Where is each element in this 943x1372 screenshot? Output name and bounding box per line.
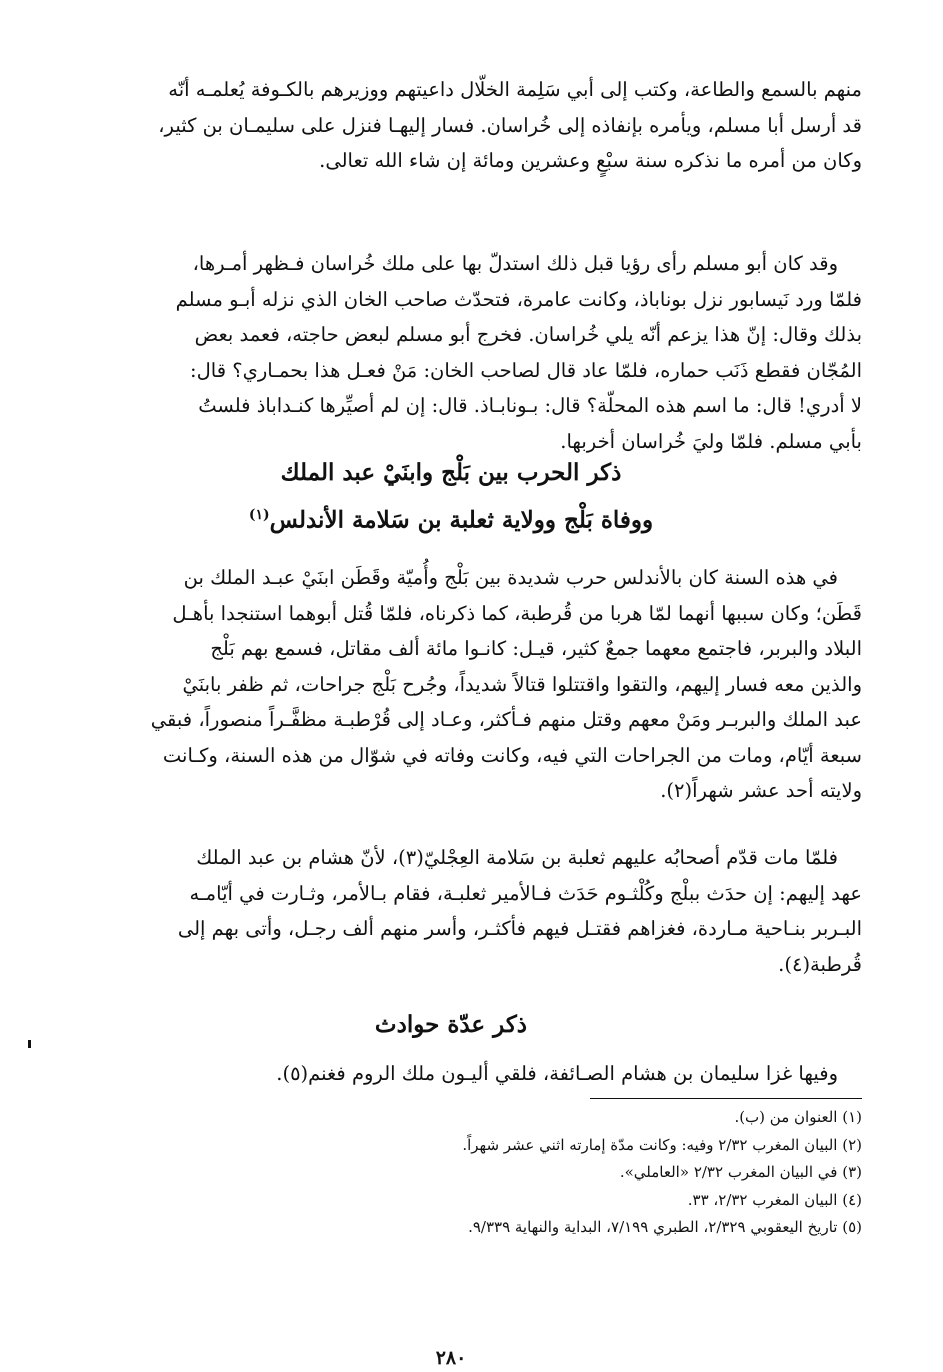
section-heading-1 <box>40 452 862 542</box>
text-line: عهد إليهم: إن حدَث ببلْج وكُلْثـوم حَدَث فـالأمير ثعلبـة، فقام بـالأمر، وثـارت في أيّامـه <box>189 881 862 905</box>
heading-line <box>40 494 862 542</box>
text-line: قُرطبة(٤). <box>778 952 862 976</box>
text-line: بأبي مسلم. فلمّا وليَ خُراسان أخربها. <box>560 429 862 453</box>
text-line: قَطَن؛ وكان سببها أنهما لمّا هربا من قُرطبة، كما ذكرناه، فلمّا قُتل أبوهما استنجدا بأهـل <box>172 601 862 625</box>
footnote: (٣) في البيان المغرب ٢/٣٢ «العاملي». <box>619 1163 862 1181</box>
text-line: بذلك وقال: إنّ هذا يزعم أنّه يلي خُراسان. فخرج أبو مسلم لبعض حاجته، فعمد بعض <box>194 323 862 346</box>
heading-text: ووفاة بَلْج وولاية ثعلبة بن سَلامة الأندلس <box>269 506 654 534</box>
paragraph-4 <box>40 840 862 982</box>
text-line: البلاد والبربر، فاجتمع معهما جمعٌ كثير، قيـل: كانـوا مائة ألف مقاتل، فسمع بهم بَلْج <box>210 637 862 660</box>
paragraph-3 <box>40 560 862 809</box>
paragraph-5 <box>40 1056 862 1092</box>
footnote-ref: (١) <box>248 507 270 523</box>
text-line: منهم بالسمع والطاعة، وكتب إلى أبي سَلِمة الخلّال داعيتهم ووزيرهم بالكـوفة يُعلمـه أنّه <box>168 78 862 101</box>
page-number: ٢٨٠ <box>435 1347 467 1369</box>
footnotes-list <box>40 1104 862 1242</box>
text-line: البـربر بنـاحية مـاردة، فغزاهم فقتـل فيهم فأكثـر، وأسر منهم ألف رجـل، وأتى بهم إلى <box>177 917 862 940</box>
paragraph-2 <box>40 246 862 459</box>
text-line: في هذه السنة كان بالأندلس حرب شديدة بين بَلْج وأُميّة وقَطَن ابنَيْ عبـد الملك بن <box>183 566 838 589</box>
text-line: فلمّا ورد نَيسابور نزل بوناباذ، وكانت عامرة، فتحدّث صاحب الخان الذي نزله أبـو مسلم <box>175 287 862 311</box>
text-line: ولايته أحد عشر شهراً(٢). <box>660 779 862 802</box>
footnote-divider <box>590 1098 862 1099</box>
text-line: لا أدري! قال: ما اسم هذه المحلّة؟ قال: بـونابـاذ. قال: إن لم أصيِّرها كنـداباذ فلستُ <box>198 394 862 417</box>
text-line: وفيها غزا سليمان بن هشام الصـائفة، فلقي أليـون ملك الروم فغنم(٥). <box>276 1062 838 1085</box>
text-line: وقد كان أبو مسلم رأى رؤيا قبل ذلك استدلّ بها على ملك خُراسان فـظهر أمـرها، <box>192 252 838 275</box>
footnote: (٥) تاريخ اليعقوبي ٢/٣٢٩، الطبري ٧/١٩٩، البداية والنهاية ٩/٣٣٩. <box>468 1218 862 1236</box>
text-line: قد أرسل أبا مسلم، ويأمره بإنفاذه إلى خُراسان. فسار إليهـا فنزل على سليمـان بن كثير، <box>158 113 862 137</box>
section-heading-2: ذكر عدّة حوادث <box>374 1011 528 1038</box>
text-line: سبعة أيّام، ومات من الجراحات التي فيه، وكانت وفاته في شوّال من هذه السنة، وكـانت <box>162 743 862 767</box>
footnote: (١) العنوان من (ب). <box>734 1108 862 1126</box>
text-line: المُجّان فقطع ذَنَب حماره، فلمّا عاد قال لصاحب الخان: مَنْ فعـل هذا بحمـاري؟ قال: <box>190 358 862 382</box>
text-line: عبد الملك والبربـر ومَنْ معهم وقتل منهم فـأكثر، وعـاد إلى قُرْطبـة مظفَّـراً منصوراً، فبقي <box>150 708 862 731</box>
scan-speck <box>28 1040 31 1048</box>
footnote: (٤) البيان المغرب ٢/٣٢، ٣٣. <box>687 1190 862 1209</box>
paragraph-1 <box>40 72 862 179</box>
footnote: (٢) البيان المغرب ٢/٣٢ وفيه: وكانت مدّة إمارته اثني عشر شهراً. <box>462 1135 862 1154</box>
text-line: والذين معه فسار إليهم، والتقوا واقتتلوا قتالاً شديداً، وجُرح بَلْج جراحات، ثم ظفر بابنَيْ <box>182 672 862 696</box>
text-line: فلمّا مات قدّم أصحابُه عليهم ثعلبة بن سَلامة العِجْليّ(٣)، لأنّ هشام بن عبد الملك <box>196 846 838 869</box>
heading-line: ذكر الحرب بين بَلْج وابنَيْ عبد الملك <box>280 459 622 486</box>
text-line: وكان من أمره ما نذكره سنة سبْعٍ وعشرين ومائة إن شاء الله تعالى. <box>319 149 862 172</box>
